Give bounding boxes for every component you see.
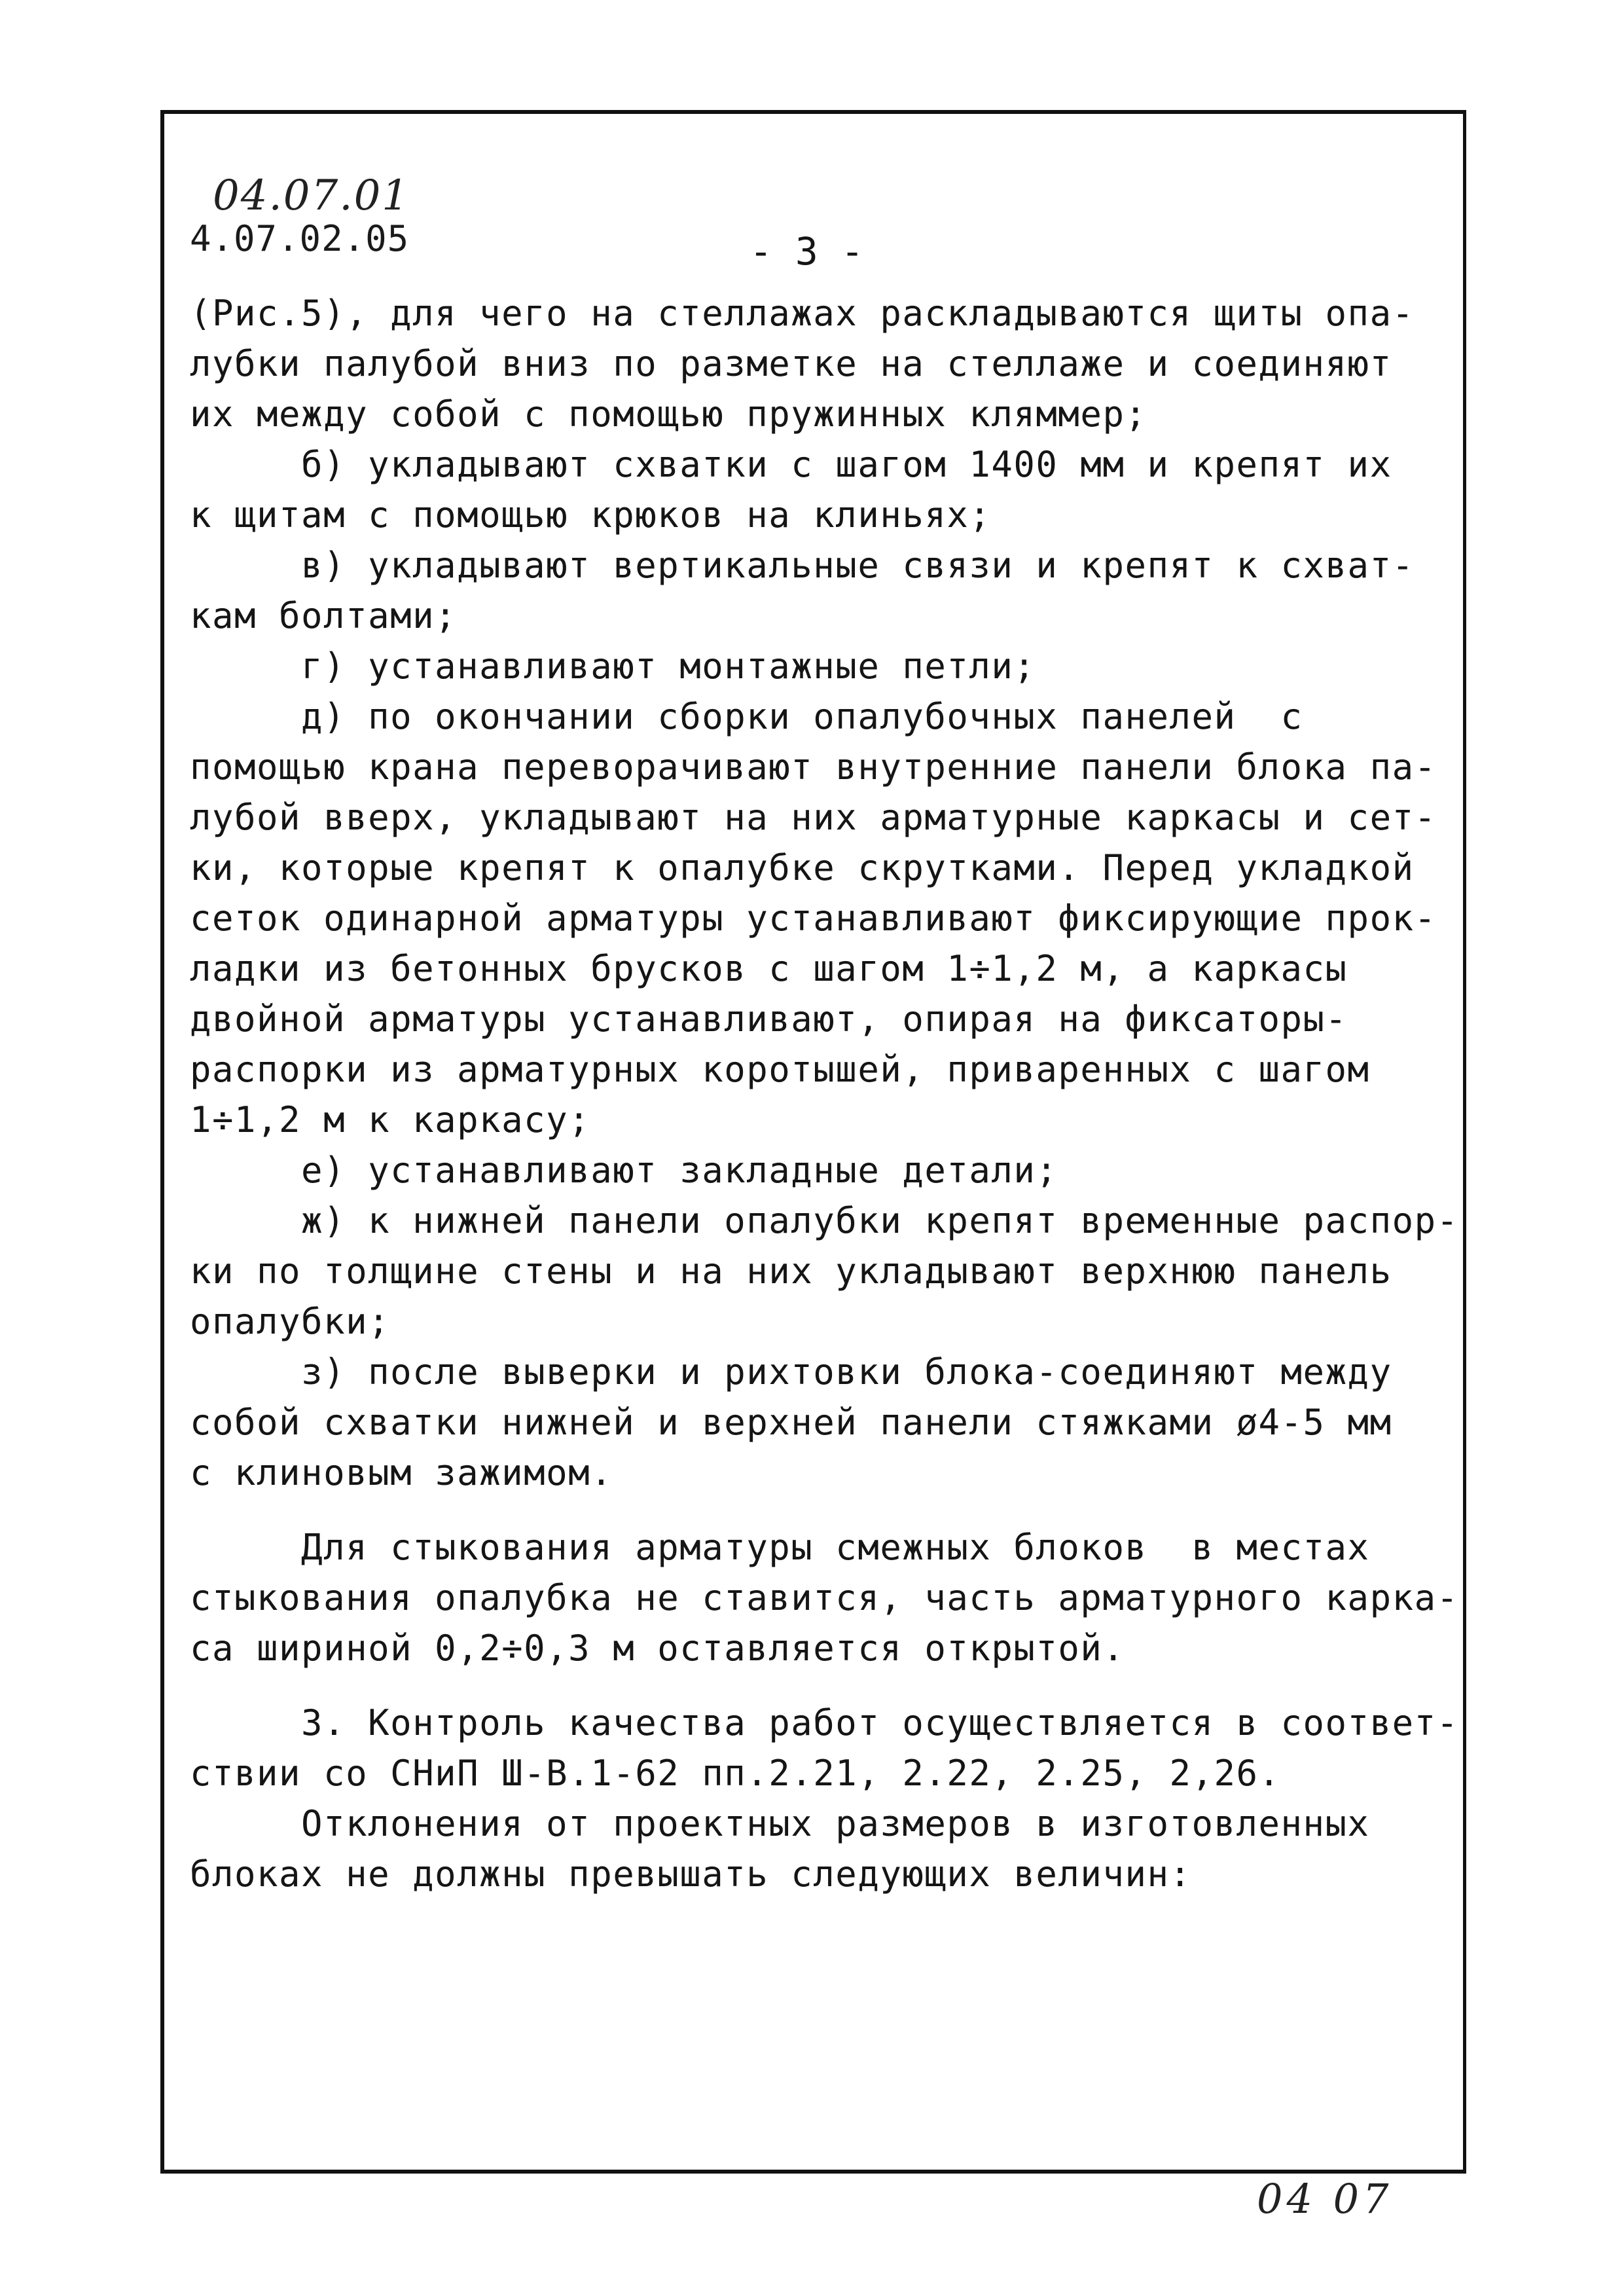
text-line: собой схватки нижней и верхней панели стяжками ø4-5 мм: [190, 1402, 1392, 1443]
text-line: Для стыкования арматуры смежных блоков в местах: [190, 1527, 1370, 1568]
text-line: 3. Контроль качества работ осуществляется в соответ-: [190, 1702, 1459, 1743]
text-line: 1÷1,2 м к каркасу;: [190, 1099, 591, 1140]
text-line: помощью крана переворачивают внутренние панели блока па-: [190, 746, 1437, 788]
text-line: лубки палубой вниз по разметке на стеллаже и соединяют: [190, 343, 1392, 384]
text-line: с клиновым зажимом.: [190, 1452, 613, 1493]
text-line: их между собой с помощью пружинных кляммер;: [190, 393, 1147, 435]
text-line: ки, которые крепят к опалубке скрутками. Перед укладкой: [190, 847, 1415, 888]
body-text: [190, 288, 1459, 1899]
paragraph-gap: [190, 1673, 1453, 1698]
footer-handwritten-code: 04 07: [1257, 2175, 1393, 2223]
text-line: лубой вверх, укладывают на них арматурные каркасы и сет-: [190, 797, 1437, 838]
doc-code: 4.07.02.05: [190, 218, 410, 259]
text-line: ладки из бетонных брусков с шагом 1÷1,2 м, а каркасы: [190, 948, 1348, 989]
page-number: - 3 -: [749, 229, 864, 274]
text-line: (Рис.5), для чего на стеллажах раскладываются щиты опа-: [190, 293, 1415, 334]
handwritten-doc-code: 04.07.01: [213, 172, 410, 220]
text-line: Отклонения от проектных размеров в изготовленных: [190, 1803, 1370, 1844]
text-line: блоках не должны превышать следующих величин:: [190, 1853, 1192, 1895]
text-line: стыкования опалубка не ставится, часть арматурного карка-: [190, 1577, 1459, 1618]
text-line: к щитам с помощью крюков на клиньях;: [190, 494, 992, 536]
text-line: ж) к нижней панели опалубки крепят временные распор-: [190, 1200, 1459, 1241]
text-line: распорки из арматурных коротышей, приваренных с шагом: [190, 1049, 1370, 1090]
text-line: опалубки;: [190, 1301, 391, 1342]
text-line: са шириной 0,2÷0,3 м оставляется открытой.: [190, 1628, 1125, 1669]
text-line: б) укладывают схватки с шагом 1400 мм и крепят их: [190, 444, 1392, 485]
text-line: двойной арматуры устанавливают, опирая на фиксаторы-: [190, 998, 1348, 1040]
text-line: ствии со СНиП Ш-В.1-62 пп.2.21, 2.22, 2.25, 2,26.: [190, 1753, 1281, 1794]
text-line: сеток одинарной арматуры устанавливают фиксирующие прок-: [190, 898, 1437, 939]
text-line: з) после выверки и рихтовки блока-соединяют между: [190, 1351, 1392, 1393]
text-line: кам болтами;: [190, 595, 458, 636]
text-line: в) укладывают вертикальные связи и крепят к схват-: [190, 545, 1415, 586]
text-line: д) по окончании сборки опалубочных панелей с: [190, 696, 1303, 737]
text-line: е) устанавливают закладные детали;: [190, 1150, 1058, 1191]
paragraph-gap: [190, 1498, 1453, 1522]
text-line: ки по толщине стены и на них укладывают верхнюю панель: [190, 1250, 1392, 1292]
text-line: г) устанавливают монтажные петли;: [190, 646, 1036, 687]
